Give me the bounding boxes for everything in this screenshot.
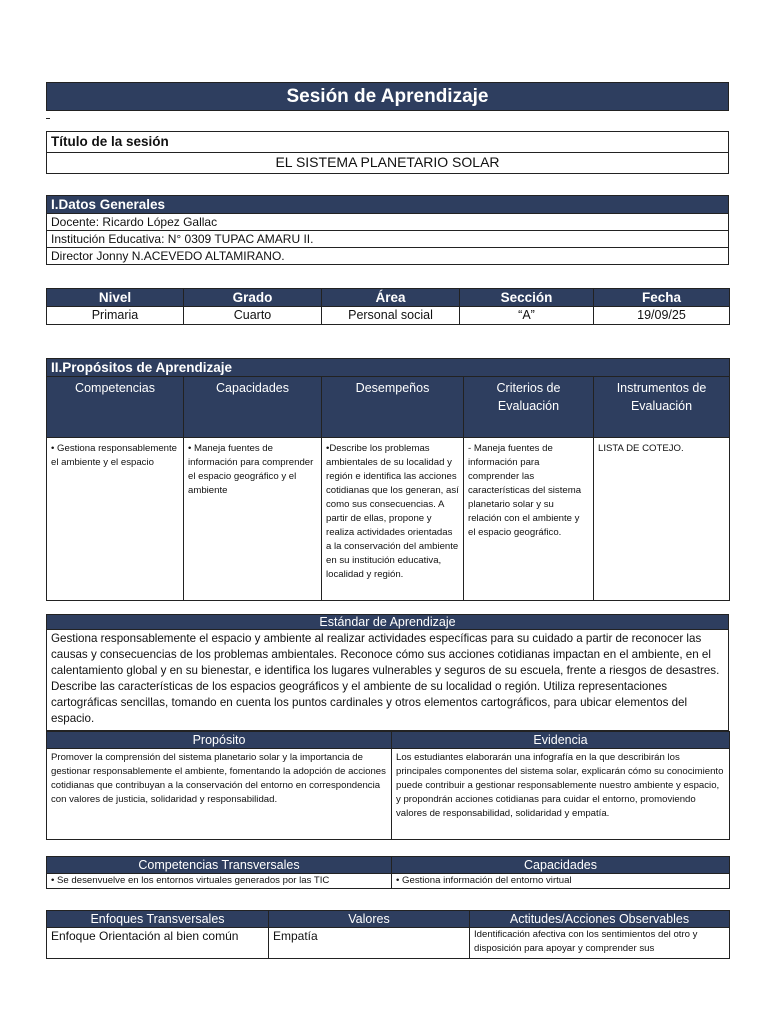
comp-transversal-cell: • Se desenvuelve en los entornos virtuales generados por las TIC [47, 874, 392, 889]
enfoques-heading: Enfoques Transversales [47, 911, 269, 928]
area-header: Área [322, 289, 460, 307]
enfoques-table [46, 910, 729, 959]
seccion-header: Sección [460, 289, 594, 307]
estandar-text: Gestiona responsablemente el espacio y ambiente al realizar actividades específicas para su cuidado a partir de reconocer las causas y consecuencias de los problemas ambientales. Reconoce cómo sus acciones cotidianas impactan en el ambiente, en el calentamiento global y en su bienestar, e identifica los lugares vulnerables y seguros de su escuela, frente a riesgos de desastres. Describe las características de los espacios geográficos y el ambiente de su localidad o región. Utiliza representaciones cartográficas sencillas, tomando en cuenta los puntos cardinales y otros elementos cartográficos, para ubicar elementos del espacio. [47, 630, 729, 731]
propositos-table [46, 358, 729, 601]
col-instrumentos: Instrumentos de Evaluación [594, 377, 730, 438]
nivel-value: Primaria [47, 307, 184, 325]
desempeno-cell: •Describe los problemas ambientales de su localidad y región e identifica las acciones cotidianas que los generan, así como sus consecuencias. A partir de ellas, propone y realiza actividades orientadas a la conservación del ambiente en su institución educativa, localidad y región. [322, 438, 464, 601]
proposito-text: Promover la comprensión del sistema planetario solar y la importancia de gestionar responsablemente el ambiente, fomentando la adopción de acciones cotidianas que contribuyan a la conservación del entorno en correspondencia con valores de justicia, solidaridad y responsabilidad. [47, 749, 392, 840]
session-title-label: Título de la sesión [47, 132, 729, 153]
datos-generales-table [46, 195, 729, 265]
col-capacidades: Capacidades [184, 377, 322, 438]
datos-generales-heading: I.Datos Generales [47, 196, 729, 214]
seccion-value: “A” [460, 307, 594, 325]
page-title: Sesión de Aprendizaje [46, 82, 729, 111]
actitudes-heading: Actitudes/Acciones Observables [470, 911, 730, 928]
comp-transversales-heading: Competencias Transversales [47, 857, 392, 874]
info-table [46, 288, 729, 325]
col-desempenos: Desempeños [322, 377, 464, 438]
capacidad-cell: • Maneja fuentes de información para comprender el espacio geográfico y el ambiente [184, 438, 322, 601]
actitud-cell: Identificación afectiva con los sentimientos del otro y disposición para apoyar y comprender sus [470, 928, 730, 959]
director-row: Director Jonny N.ACEVEDO ALTAMIRANO. [47, 248, 729, 265]
criterio-cell: - Maneja fuentes de información para comprender las características del sistema planetario solar y su relación con el ambiente y el espacio geográfico. [464, 438, 594, 601]
competencia-cell: • Gestiona responsablemente el ambiente y el espacio [47, 438, 184, 601]
area-value: Personal social [322, 307, 460, 325]
institucion-row: Institución Educativa: N° 0309 TUPAC AMARU II. [47, 231, 729, 248]
divider [46, 118, 50, 119]
estandar-heading: Estándar de Aprendizaje [47, 615, 729, 630]
fecha-value: 19/09/25 [594, 307, 730, 325]
col-criterios: Criterios de Evaluación [464, 377, 594, 438]
nivel-header: Nivel [47, 289, 184, 307]
grado-header: Grado [184, 289, 322, 307]
propositos-heading: II.Propósitos de Aprendizaje [47, 359, 730, 377]
estandar-table [46, 614, 729, 731]
session-title-value: EL SISTEMA PLANETARIO SOLAR [47, 153, 729, 174]
capacidades-heading: Capacidades [392, 857, 730, 874]
proposito-heading: Propósito [47, 732, 392, 749]
valores-heading: Valores [269, 911, 470, 928]
grado-value: Cuarto [184, 307, 322, 325]
fecha-header: Fecha [594, 289, 730, 307]
col-competencias: Competencias [47, 377, 184, 438]
capacidad-transversal-cell: • Gestiona información del entorno virtual [392, 874, 730, 889]
instrumento-cell: LISTA DE COTEJO. [594, 438, 730, 601]
valor-cell: Empatía [269, 928, 470, 959]
session-title-table [46, 131, 729, 174]
proposito-evidencia-table [46, 731, 729, 840]
evidencia-heading: Evidencia [392, 732, 730, 749]
enfoque-cell: Enfoque Orientación al bien común [47, 928, 269, 959]
docente-row: Docente: Ricardo López Gallac [47, 214, 729, 231]
competencias-transversales-table [46, 856, 729, 889]
evidencia-text: Los estudiantes elaborarán una infografía en la que describirán los principales componentes del sistema solar, explicarán cómo su conocimiento puede contribuir a gestionar responsablemente nuestro ambiente y espacio, y propondrán acciones cotidianas para cuidar el entorno, promoviendo valores de responsabilidad, solidaridad y empatía. [392, 749, 730, 840]
